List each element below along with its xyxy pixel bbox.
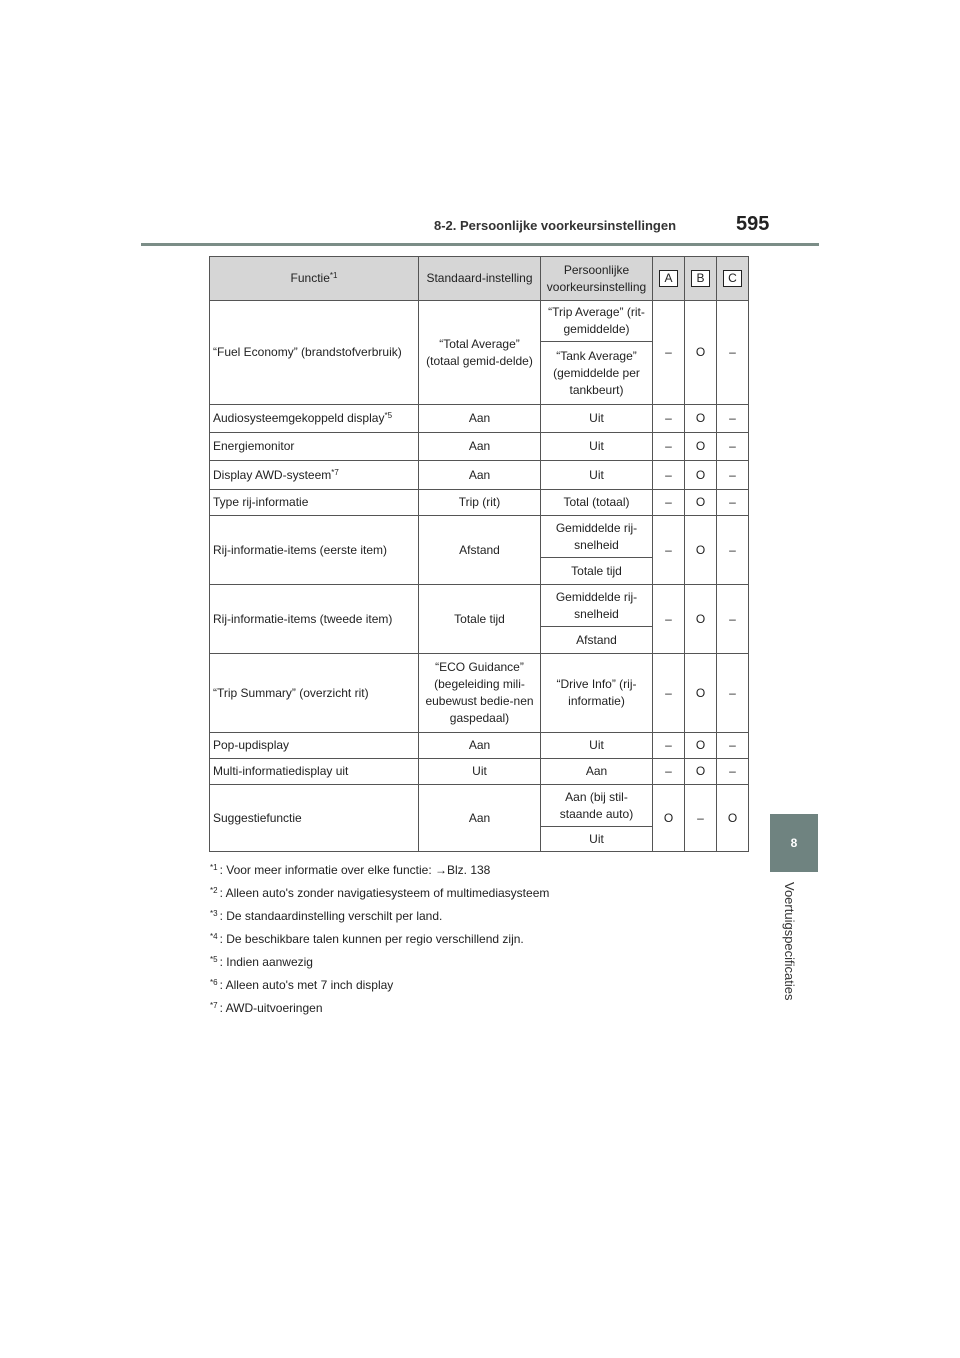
row-b: O <box>685 301 717 405</box>
row-function: Energiemonitor <box>210 433 419 461</box>
settings-table <box>209 256 749 852</box>
footnote: $^{*6}$ : Alleen auto's met 7 inch display <box>210 978 394 992</box>
row-custom: Uit <box>541 827 653 852</box>
row-c: – <box>717 490 749 516</box>
row-c: – <box>717 516 749 585</box>
row-default: Aan <box>419 405 541 433</box>
footnote: $^{*3}$ : De standaardinstelling verschilt per land. <box>210 909 443 923</box>
table-row <box>210 733 749 759</box>
row-c: – <box>717 733 749 759</box>
row-b: O <box>685 654 717 733</box>
row-custom: Uit <box>541 461 653 490</box>
row-custom: Uit <box>541 733 653 759</box>
row-custom: “Tank Average” (gemiddelde per tankbeurt) <box>541 342 653 405</box>
footnotes <box>210 859 549 1020</box>
table-header-row <box>210 257 749 301</box>
page-number: 595 <box>736 213 770 235</box>
row-a: O <box>653 785 685 852</box>
footnote: $^{*2}$ : Alleen auto's zonder navigatiesysteem of multimediasysteem <box>210 886 550 900</box>
footnote: $^{*1}$ : Voor meer informatie over elke functie: →Blz. 138 <box>210 863 491 877</box>
row-b: O <box>685 585 717 654</box>
row-function: Type rij-informatie <box>210 490 419 516</box>
row-c: – <box>717 301 749 405</box>
row-c: – <box>717 759 749 785</box>
row-custom: Uit <box>541 433 653 461</box>
row-a: – <box>653 516 685 585</box>
header-col-b: B <box>685 257 717 301</box>
row-b: – <box>685 785 717 852</box>
row-c: – <box>717 405 749 433</box>
row-custom: Aan (bij stil-staande auto) <box>541 785 653 827</box>
row-c: O <box>717 785 749 852</box>
row-custom: “Trip Average” (rit-gemiddelde) <box>541 301 653 342</box>
table-row <box>210 654 749 733</box>
row-custom: Uit <box>541 405 653 433</box>
row-b: O <box>685 490 717 516</box>
row-b: O <box>685 733 717 759</box>
table-row <box>210 585 749 627</box>
row-c: – <box>717 433 749 461</box>
header-default: Standaard-instelling <box>419 257 541 301</box>
header-col-c: C <box>717 257 749 301</box>
row-function: Rij-informatie-items (eerste item) <box>210 516 419 585</box>
row-default: Aan <box>419 785 541 852</box>
row-default: Aan <box>419 461 541 490</box>
row-a: – <box>653 759 685 785</box>
row-b: O <box>685 516 717 585</box>
row-custom: “Drive Info” (rij-informatie) <box>541 654 653 733</box>
row-b: O <box>685 461 717 490</box>
row-function: “Fuel Economy” (brandstofverbruik) <box>210 301 419 405</box>
row-a: – <box>653 433 685 461</box>
header-col-a: A <box>653 257 685 301</box>
row-a: – <box>653 654 685 733</box>
row-a: – <box>653 585 685 654</box>
row-default: Aan <box>419 733 541 759</box>
row-function: Rij-informatie-items (tweede item) <box>210 585 419 654</box>
row-function: “Trip Summary” (overzicht rit) <box>210 654 419 733</box>
footnote: $^{*4}$ : De beschikbare talen kunnen per regio verschillend zijn. <box>210 932 524 946</box>
row-function: Display AWD-systeem$^{*7}$ <box>210 461 419 490</box>
row-c: – <box>717 654 749 733</box>
table-row <box>210 490 749 516</box>
table-row <box>210 405 749 433</box>
row-default: Aan <box>419 433 541 461</box>
row-default: Uit <box>419 759 541 785</box>
row-custom: Gemiddelde rij-snelheid <box>541 585 653 627</box>
row-a: – <box>653 733 685 759</box>
table-row <box>210 759 749 785</box>
footnote: $^{*5}$ : Indien aanwezig <box>210 955 313 969</box>
header-divider <box>141 243 819 246</box>
row-a: – <box>653 301 685 405</box>
row-b: O <box>685 759 717 785</box>
row-default: Trip (rit) <box>419 490 541 516</box>
table-row <box>210 785 749 827</box>
chapter-label: Voertuigspecificaties <box>782 882 797 1001</box>
table-row <box>210 461 749 490</box>
row-b: O <box>685 405 717 433</box>
row-c: – <box>717 585 749 654</box>
row-a: – <box>653 461 685 490</box>
row-a: – <box>653 405 685 433</box>
table-row <box>210 516 749 558</box>
row-custom: Totale tijd <box>541 558 653 585</box>
row-custom: Afstand <box>541 627 653 654</box>
row-default: Afstand <box>419 516 541 585</box>
chapter-tab[interactable]: 8 <box>770 814 818 872</box>
row-custom: Total (totaal) <box>541 490 653 516</box>
header-custom: Persoonlijke voorkeursinstelling <box>541 257 653 301</box>
row-function: Multi-informatiedisplay uit <box>210 759 419 785</box>
row-default: Totale tijd <box>419 585 541 654</box>
header-function: Functie$^{*1}$ <box>210 257 419 301</box>
row-function: Pop-updisplay <box>210 733 419 759</box>
row-custom: Gemiddelde rij-snelheid <box>541 516 653 558</box>
footnote: $^{*7}$ : AWD-uitvoeringen <box>210 1001 323 1015</box>
row-b: O <box>685 433 717 461</box>
section-title: 8-2. Persoonlijke voorkeursinstellingen <box>434 218 677 233</box>
row-default: “ECO Guidance” (begeleiding mili-eubewust bedie-nen gaspedaal) <box>419 654 541 733</box>
row-function: Suggestiefunctie <box>210 785 419 852</box>
table-row <box>210 301 749 342</box>
row-a: – <box>653 490 685 516</box>
table-row <box>210 433 749 461</box>
row-custom: Aan <box>541 759 653 785</box>
row-c: – <box>717 461 749 490</box>
row-function: Audiosysteemgekoppeld display$^{*5}$ <box>210 405 419 433</box>
row-default: “Total Average” (totaal gemid-delde) <box>419 301 541 405</box>
